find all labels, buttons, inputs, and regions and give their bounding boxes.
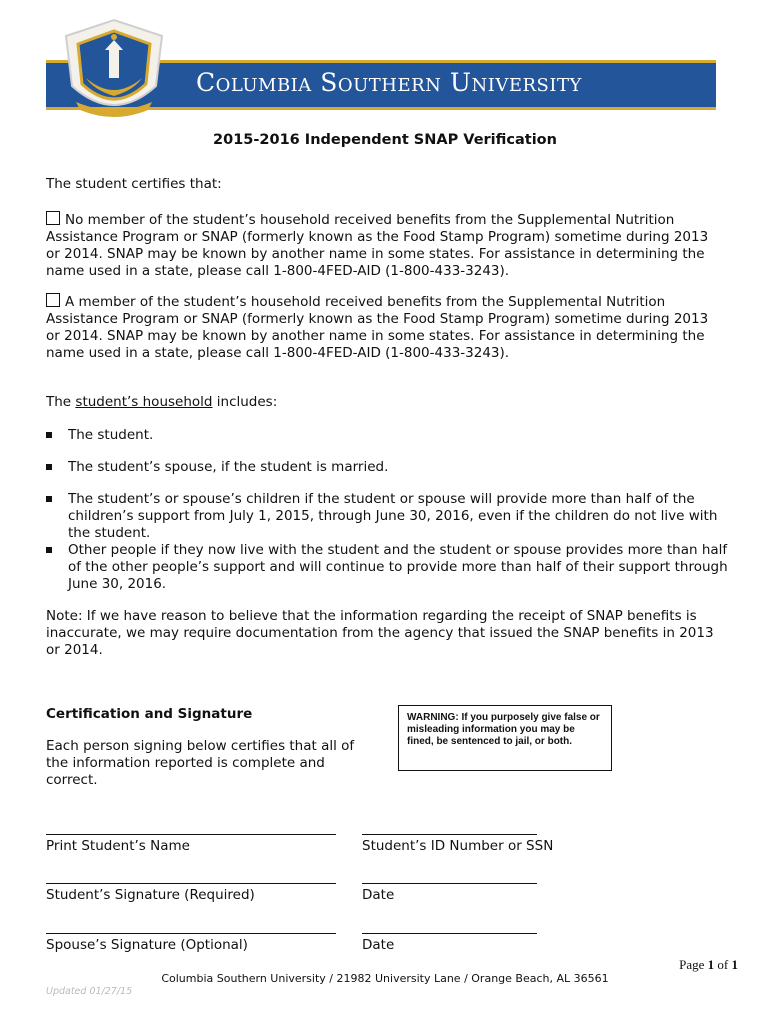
student-id-line[interactable] <box>362 834 537 835</box>
student-signature-label: Student’s Signature (Required) <box>46 887 255 903</box>
bullet-icon <box>46 496 54 504</box>
no-snap-checkbox[interactable] <box>46 211 60 225</box>
student-signature-line[interactable] <box>46 883 336 884</box>
bullet-icon <box>46 464 54 472</box>
received-snap-checkbox[interactable] <box>46 293 60 307</box>
page-current: 1 <box>707 957 715 972</box>
note-text: Note: If we have reason to believe that the information regarding the receipt of SNAP benefits is inaccurate, we may require documentation from the agency that issued the SNAP benefits in 2013 or 2014. <box>46 608 714 658</box>
household-intro <box>46 394 726 411</box>
date-line[interactable] <box>362 933 537 934</box>
list-item: The student’s or spouse’s children if the student or spouse will provide more than half of the children’s support from July 1, 2015, through June 30, 2016, even if the children do not live with the student. <box>68 491 718 541</box>
footer-address: Columbia Southern University / 21982 University Lane / Orange Beach, AL 36561 <box>161 972 609 985</box>
intro-text: The student certifies that: <box>46 176 222 192</box>
bullet-icon <box>46 547 54 555</box>
household-intro-term: student’s household <box>75 394 213 410</box>
certification-heading: Certification and Signature <box>46 706 253 722</box>
university-name: Columbia Southern University <box>196 68 582 97</box>
household-intro-suffix: includes: <box>212 394 278 410</box>
certification-text: Each person signing below certifies that all of the information reported is complete and correct. <box>46 738 355 788</box>
bullet-icon <box>46 432 54 440</box>
list-item: The student’s spouse, if the student is married. <box>68 459 389 475</box>
print-name-line[interactable] <box>46 834 336 835</box>
page-of: of <box>714 957 732 972</box>
option-no-snap-label: No member of the student’s household received benefits from the Supplemental Nutrition Assistance Program or SNAP (formerly known as the Food Stamp Program) sometime during 2013 or 2014. SNAP may be known by another name in some states. For assistance in determining the name used in a state, please call 1-800-4FED-AID (1-800-433-3243). <box>46 212 709 279</box>
date-line[interactable] <box>362 883 537 884</box>
university-crest-icon <box>56 16 172 126</box>
option-no-snap <box>46 211 726 280</box>
page-total: 1 <box>731 957 738 972</box>
spouse-signature-line[interactable] <box>46 933 336 934</box>
spouse-signature-label: Spouse’s Signature (Optional) <box>46 937 248 953</box>
document-title: 2015-2016 Independent SNAP Verification <box>213 132 557 148</box>
updated-date: Updated 01/27/15 <box>46 986 133 997</box>
option-received-snap <box>46 293 726 362</box>
date-label: Date <box>362 887 395 903</box>
date-label: Date <box>362 937 395 953</box>
option-received-snap-label: A member of the student’s household received benefits from the Supplemental Nutrition Assistance Program or SNAP (formerly known as the Food Stamp Program) sometime during 2013 or 2014. SNAP may be known by another name in some states. For assistance in determining the name used in a state, please call 1-800-4FED-AID (1-800-433-3243). <box>46 294 709 361</box>
student-id-label: Student’s ID Number or SSN <box>362 838 554 854</box>
household-intro-prefix: The <box>46 394 76 410</box>
page-number <box>679 957 738 973</box>
list-item: The student. <box>68 427 154 443</box>
warning-box: WARNING: If you purposely give false or misleading information you may be fined, be sentenced to jail, or both. <box>398 705 612 771</box>
list-item: Other people if they now live with the student and the student or spouse provides more than half of the other people’s support and will continue to provide more than half of their support through June 30, 2016. <box>68 542 728 592</box>
page-prefix: Page <box>679 957 708 972</box>
print-name-label: Print Student’s Name <box>46 838 190 854</box>
